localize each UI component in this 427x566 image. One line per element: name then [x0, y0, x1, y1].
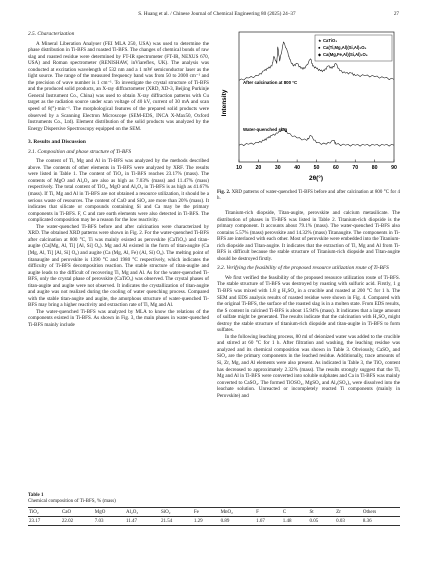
section-3-2-heading: 3.2. Verifying the feasibility of the proposed resource utilization route of Ti-BFS [217, 265, 389, 272]
cell-mgo: 7.03 [94, 518, 104, 524]
leaching-paragraph: In the following leaching process, 80 ml of deionized water was added to the crucible and stirred at 60 °C for 1 h. After filtration and washing, the leaching residue was analyzed and its chemical composition was shown in Table 3. Obviously, CaSO₄ and SiO₂ are the primary components in the leached residue. Additionally, trace amounts of Si, Zr, Mg, and Al elements were also present. As indicated in Table 3, the TiO₂ content has decreased to approximately 2.32% (mass). The results strongly suggest that the Ti, Mg and Al in Ti-BFS were converted into soluble sulphates and Ca in Ti-BFS was mainly converted to CaSO₄. The formed TiOSO₄, MgSO₄ and Al₂(SO₄)₃ were dissolved into the leachate solution. Unreacted or incompletely reacted Ti components (mainly in Perovskite) and [217, 333, 400, 399]
col-f: F [256, 509, 259, 515]
cell-sio2: 21.54 [161, 518, 173, 524]
cell-al2o3: 11.47 [125, 518, 138, 524]
page-number: 27 [393, 11, 399, 17]
left-column [28, 28, 209, 329]
composition-table [28, 507, 400, 526]
col-fe: Fe [193, 509, 199, 515]
cell-others: 8.36 [362, 518, 372, 524]
x-tick-label: 50 [313, 165, 320, 171]
label-water-quenched: Water-quenched slag [243, 127, 288, 132]
legend [315, 35, 392, 61]
legend-marker-0: ★ [318, 38, 322, 43]
xrd-paragraph: The water-quenched Ti-BFS before and after calcination were characterized by XRD. The obtained XRD patterns were shown in Fig. 2. For the water-quenched Ti-BFS after calcination at 800 °C, Ti was mainly existed as perovskite (CaTiO₃) and titan-augite (Ca[Mg, Al, Ti] [Al, Si] O₆). Mg and Al existed in the form of titan-augite (Ca [Mg, Al, Ti] [Al, Si] O₆) and augite (Ca (Mg, Al, Fe) (Al, Si) O₆). The melting point of titanaugite and perovskite is 1390 °C and 1980 °C respectively, which indicates the difficulty of Ti-BFS decomposition reaction. The stable structure of titan-augite and augite leads to the difficult of recovering Ti, Mg and Al. As for the water-quenched Ti-BFS, only the crystal phase of perovskite (CaTiO₃) was observed. The crystal phases of titan-augite and augite were not observed. It indicates the crystallization of titan-augite and augite was not realized during the cooling of water quenching process. Compared with the stable titan-augite and augite, the amorphous structure of water-quenched Ti-BFS may bring a higher reactivity and extraction rate of Ti, Mg and Al. [28, 223, 209, 309]
section-2-5-heading: 2.5. Characterization [28, 31, 75, 37]
x-tick-label: 10 [236, 165, 242, 171]
journal-citation: S. Huang et al. / Chinese Journal of Chemical Engineering 80 (2025) 24–37 [138, 11, 296, 17]
legend-item-2: Ca(Mg,Fe,Al)(Si,Al)₂O₆ [323, 52, 368, 57]
col-al2o3: Al₂O₃ [125, 509, 139, 515]
cell-cao: 22.02 [61, 518, 74, 524]
x-tick-label: 60 [332, 165, 339, 171]
table-1 [28, 493, 400, 526]
cell-tio2: 23.17 [29, 518, 41, 524]
x-tick-labels [236, 160, 397, 172]
cell-f: 1.67 [256, 518, 265, 524]
running-head [28, 9, 399, 19]
legend-item-0: CaTiO₃ [323, 38, 338, 43]
x-tick-label: 90 [391, 165, 397, 171]
xrd-chart [217, 28, 400, 188]
legend-item-1: Ca(Ti,Mg,Al)(Si,Al)₂O₆ [323, 45, 367, 50]
feasibility-paragraph: We first verified the feasibility of the proposed resource utilization route of Ti-BFS. The stable structure of Ti-BFS was destroyed by roasting with sulfuric acid. Firstly, 1 g Ti-BFS was mixed with 1.8 g H₂SO₄ in a crucible and roasted at 200 °C for 1 h. The SEM and EDS analysis results of roasted residue were shown in Fig. 4. Compared with the original Ti-BFS, the surface of the roasted slag is in a molten state. From EDS results, the S content in calcined Ti-BFS is about 15.94% (mass). It indicates that a large amount of sulfate might be generated. The results indicate that the calcination with H₂SO₄ might destroy the stable structure of titanium-rich diopside and titan-augite in Ti-BFS to form sulfates. [217, 274, 400, 334]
composition-paragraph: The content of Ti, Mg and Al in Ti-BFS was analyzed by the methods described above. The contents of other elements in Ti-BFS were analyzed by XRF. The results were listed in Table 1. The content of TiO₂ in Ti-BFS reaches 23.17% (mass). The contents of MgO and Al₂O₃ are also as high as 7.03% (mass) and 11.47% (mass) respectively. The total content of TiO₂, MgO and Al₂O₃ in Ti-BFS is as high as 41.67% (mass). If Ti, Mg and Al in Ti-BFS are not obtained a resource utilization, it should be a serious waste of resources. The content of CaO and SiO₂ are more than 20% (mass). It indicates that silicate or compounds containing Si and Ca may be the primary components in Ti-BFS. F, C and rare earth elements were also detected in Ti-BFS. The complicated composition may be a reason for the low reactivity. [28, 158, 209, 224]
characterization-paragraph: A Mineral Liberation Analyser (FEI MLA 250, USA) was used to determine the phase distribution in Ti-BFS and roasted Ti-BFS. The changes of chemical bonds of raw slag and roasted residue were determined by FT-IR spectrometer (FT-IR, NEXUS 670, USA) and Roman spectrometer (RENISHAW, inViareflex, UK). The analysis was conducted at excitation wavelength of 532 nm and a 1 mW semiconductor laser as the light source. The range of the measured frequency band was from 50 to 2000 cm⁻¹ and the precision of wave number is 1 cm⁻¹. To investigate the crystal structure of Ti-BFS and the produced solid products, an X-ray diffractometer (XRD, XD-3, Beijing Purkinje General Instrument Co., China) was used to obtain X-ray diffraction patterns with Cu target as the radiation source under scan voltage of 40 kV, current of 30 mA and scan speed of 8(°)·min⁻¹. The morphological features of the prepared solid products were observed by a Scanning Electron Microscope (SEM-EDS, INCA X-Max50, Oxford Instruments Co., Ltd). Element distribution of the solid products was analyzed by the Energy Dispersive Spectroscopy equipped on the SEM. [28, 40, 209, 132]
label-after-calcination: After calcination at 800 °C [243, 80, 298, 85]
x-tick-label: 40 [294, 165, 301, 171]
legend-marker-1: ● [318, 45, 321, 50]
table-title: Table 1 [28, 493, 44, 498]
table-subtitle: Chemical composition of Ti-BFS, % (mass) [28, 499, 116, 504]
col-cao: CaO [61, 509, 72, 515]
legend-marker-2: ◆ [318, 52, 322, 57]
col-zr: Zr [336, 509, 341, 515]
x-tick-label: 30 [274, 165, 281, 171]
figure-2-caption-text: XRD patterns of water-quenched Ti-BFS before and after calcination at 800 °C for 4 h. [217, 190, 401, 201]
figure-2-caption-label: Fig. 2. [217, 190, 231, 195]
x-tick-label: 20 [255, 165, 262, 171]
col-others: Others [362, 509, 377, 515]
cell-zr: 0.03 [336, 518, 345, 524]
cell-st: 0.05 [309, 518, 319, 524]
figure-2 [217, 28, 400, 188]
cell-fe: 1.29 [193, 518, 203, 524]
mla-paragraph: The water-quenched Ti-BFS was analyzed by MLA to know the relations of the components existed in Ti-BFS. As shown in Fig. 3, the main phases in water-quenched Ti-BFS mainly include [28, 308, 209, 328]
cell-c: 1.48 [282, 518, 292, 524]
col-sio2: SiO₂ [161, 509, 171, 515]
section-3-1-heading: 3.1. Composition and phase structure of Ti-BFS [28, 148, 132, 155]
cell-mno2: 0.89 [220, 518, 230, 524]
x-tick-label: 70 [352, 165, 359, 171]
section-3-heading: 3. Results and Discussion [28, 139, 86, 146]
col-c: C [282, 509, 287, 515]
x-axis-label: 2θ(°) [308, 175, 324, 182]
col-tio2: TiO₂ [29, 509, 39, 515]
table-header-row [28, 508, 400, 517]
y-axis-label: Intensity [221, 89, 228, 117]
figure-2-caption [217, 190, 400, 202]
right-column [217, 28, 400, 399]
table-row [28, 517, 400, 526]
x-tick-label: 80 [371, 165, 378, 171]
phase-distribution-paragraph: Titanium-rich diopside, Titan-augite, perovskite and calcium metasilicate. The distribution of phases in Ti-BFS was listed in Table 2. Titanium-rich diopside is the primary component. It accounts about 79.1% (mass). The water-quenched Ti-BFS also contains 5.57% (mass) perovskite and 14.32% (mass) Titanaugite. The components in Ti-BFS are interlaced with each other. Most of perovskite were embedded into the Titanium-rich diopside and Titan-augite. It indicates that the extraction of Ti, Mg and Al from Ti-BFS is difficult because the stable structure of Titanium-rich diopside and Titan-augite should be destroyed firstly. [217, 210, 400, 262]
col-st: St [309, 509, 314, 515]
col-mno2: MnO₂ [220, 509, 233, 515]
col-mgo: MgO [94, 509, 106, 515]
